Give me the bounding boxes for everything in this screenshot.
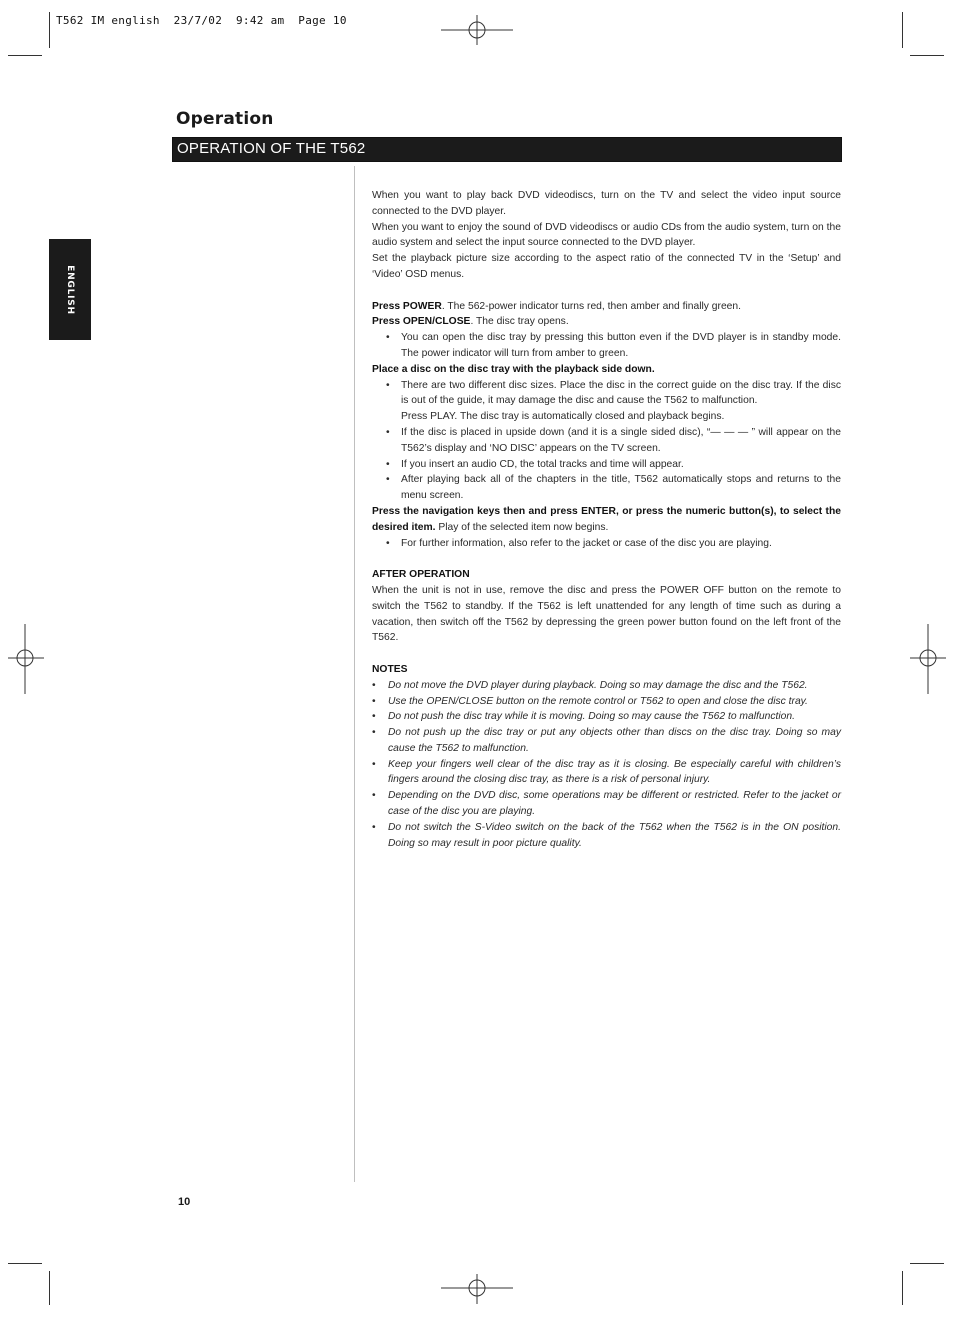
column-divider [354,166,355,1182]
registration-mark-top [441,15,513,45]
note-item: • Keep your fingers well clear of the disc tray as it is closing. Be especially careful with children’s fingers around the closing disc tray, as there is a risk of personal injury. [372,758,841,786]
bullet-icon: • [372,695,376,707]
page-number: 10 [178,1196,191,1208]
crop-mark [902,1271,903,1305]
title-bar [172,137,842,162]
intro-paragraph: Set the playback picture size according to the aspect ratio of the connected TV in the ‘Setup’ and ‘Video’ OSD menus. [372,253,841,280]
note-item: • Use the OPEN/CLOSE button on the remote control or T562 to open and close the disc tray. [372,694,841,710]
bullet-icon: • [372,821,376,833]
crop-mark [49,1271,50,1305]
bullet-icon: • [372,679,376,691]
bullet-icon: • [386,458,390,470]
bullet-icon: • [386,537,390,549]
printer-slug: T562 IM english 23/7/02 9:42 am Page 10 [56,14,347,27]
note-item: • Do not push up the disc tray or put any objects other than discs on the disc tray. Doing so may cause the T562 to malfunction. [372,727,841,754]
registration-mark-right [910,624,946,694]
list-item: • After playing back all of the chapters in the title, T562 automatically stops and returns to the menu screen. [386,474,841,502]
bullet-icon: • [372,727,376,739]
bullet-icon: • [386,379,390,391]
intro-paragraph: When you want to play back DVD videodiscs, turn on the TV and select the video input source connected to the DVD player. [372,190,841,217]
step-power: Press POWER. The 562-power indicator turns red, then amber and finally green. [372,300,741,312]
section-heading: Operation [176,109,274,129]
step-navigate: Press the navigation keys then and press ENTER, or press the numeric button(s), to select the desired item. Play of the selected item now begins. [372,505,841,533]
note-item: • Depending on the DVD disc, some operations may be different or restricted. Refer to the jacket or case of the disc you are playing. [372,790,841,818]
crop-mark [8,1263,42,1264]
title-bar-text: OPERATION OF THE T562 [177,140,366,157]
list-item: • For further information, also refer to the jacket or case of the disc you are playing. [372,536,841,552]
main-content [372,188,841,851]
list-item: • You can open the disc tray by pressing this button even if the DVD player is in standby mode. The power indicator will turn from amber to green. [386,332,841,359]
bullet-icon: • [386,426,390,438]
note-item: • Do not switch the S-Video switch on the back of the T562 when the T562 is in the ON position. Doing so may result in poor picture quality. [372,821,841,849]
crop-mark [902,12,903,48]
crop-mark [910,1263,944,1264]
crop-mark [8,55,42,56]
after-operation-heading: AFTER OPERATION [372,569,470,581]
language-tab [49,239,91,340]
after-operation-text: When the unit is not in use, remove the disc and press the POWER OFF button on the remote to switch the T562 to standby. If the T562 is left unattended for any length of time such as during a vacation, then switch off the T562 by depressing the green power button found on the left front of the T562. [372,584,841,644]
step-open: Press OPEN/CLOSE. The disc tray opens. [372,316,569,328]
crop-mark [49,12,50,48]
list-item: • If the disc is placed in upside down (and it is a single sided disc), “— — — ” will appear on the T562’s display and ‘NO DISC’ appears on the TV screen. [386,426,841,454]
bullet-icon: • [386,332,390,344]
note-item: • Do not push the disc tray while it is moving. Doing so may cause the T562 to malfunction. [372,709,841,725]
registration-mark-left [8,624,44,694]
note-item: • Do not move the DVD player during playback. Doing so may damage the disc and the T562. [372,678,841,694]
bullet-icon: • [372,758,376,770]
step-place: Place a disc on the disc tray with the playback side down. [372,363,655,375]
bullet-icon: • [386,474,390,486]
bullet-icon: • [372,790,376,802]
list-item: • There are two different disc sizes. Place the disc in the correct guide on the disc tray. If the disc is out of the guide, it may damage the disc and cause the T562 to malfunction. [386,379,841,407]
notes-heading: NOTES [372,663,408,675]
intro-paragraph: When you want to enjoy the sound of DVD videodiscs or audio CDs from the audio system, turn on the audio system and select the input source connected to the DVD player. [372,221,841,249]
language-tab-label: ENGLISH [65,264,75,315]
bullet-icon: • [372,711,376,723]
crop-mark [910,55,944,56]
step-play: Press PLAY. The disc tray is automatically closed and playback begins. [401,411,725,423]
list-item: • If you insert an audio CD, the total tracks and time will appear. [372,457,841,473]
registration-mark-bottom [441,1274,513,1304]
